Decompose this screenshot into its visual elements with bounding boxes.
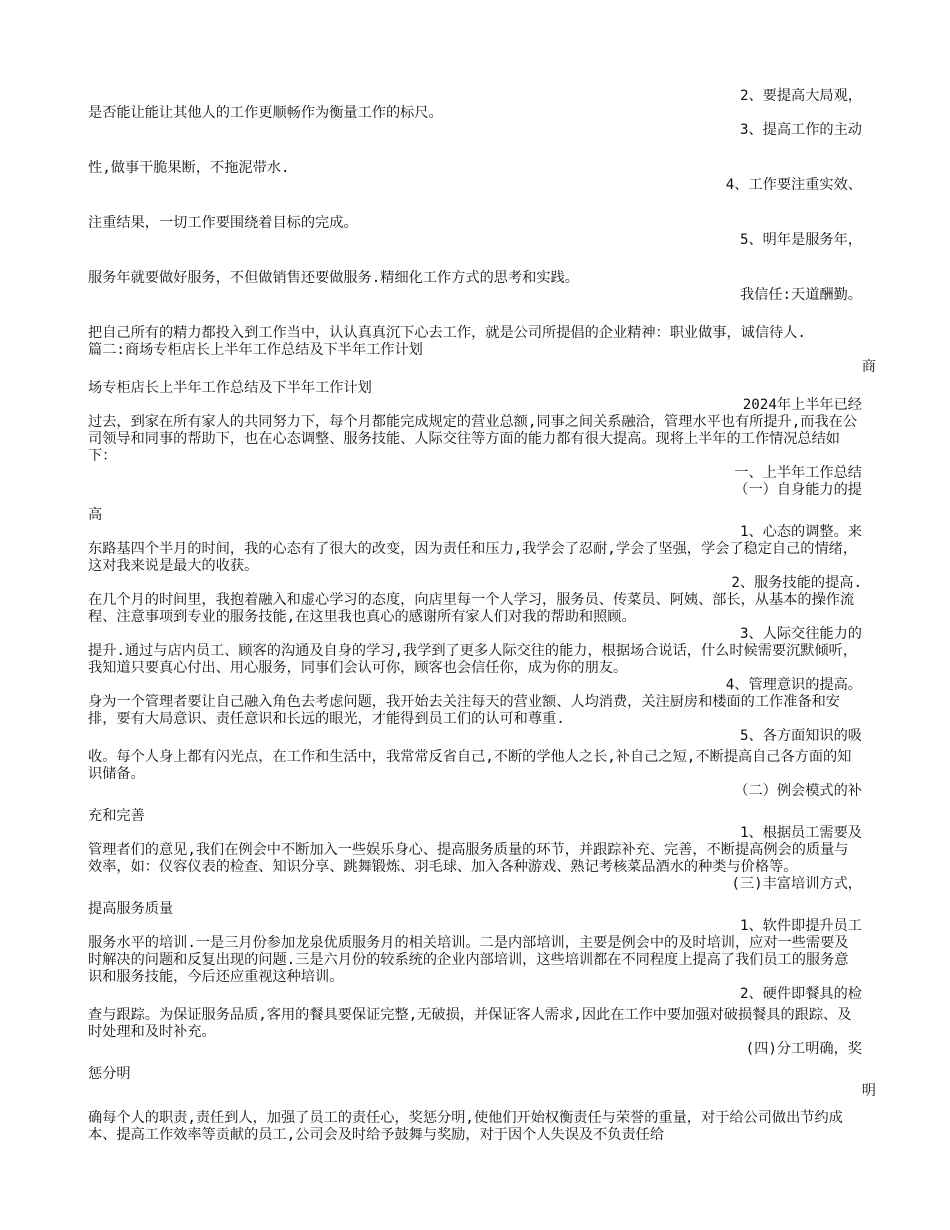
text-paragraph: 收。每个人身上都有闪光点，在工作和生活中，我常常反省自己,不断的学他人之长,补自己之短,不断提高自己各方面的知识储备。 — [88, 749, 852, 782]
section-title: 场专柜店长上半年工作总结及下半年工作计划 — [88, 380, 372, 396]
text-line: 4、管理意识的提高。 — [725, 677, 862, 693]
text-line: 5、明年是服务年， — [739, 232, 862, 248]
text-line: 是否能让能让其他人的工作更顺畅作为衡量工作的标尺。 — [88, 105, 443, 121]
text-paragraph: 确每个人的职责,责任到人，加强了员工的责任心，奖惩分明,使他们开始权衡责任与荣誉的重量，对于给公司做出节约成本、提高工作效率等贡献的员工,公司会及时给予鼓舞与奖励，对于因个人失误及不负责任给 — [88, 1110, 843, 1143]
text-paragraph: 查与跟踪。为保证服务品质,客用的餐具要保证完整,无破损，并保证客人需求,因此在工作中要加强对破损餐具的跟踪、及时处理和及时补充。 — [88, 1007, 852, 1040]
text-line: 1、根据员工需要及 — [739, 825, 862, 841]
text-line: （一）自身能力的提 — [734, 482, 862, 498]
section-heading: 篇二:商场专柜店长上半年工作总结及下半年工作计划 — [88, 342, 423, 358]
text-line: 5、各方面知识的吸 — [739, 728, 862, 744]
text-line: 提高服务质量 — [88, 901, 174, 917]
text-line: （二）例会模式的补 — [734, 783, 862, 799]
text-line: 注重结果，一切工作要围绕着目标的完成。 — [88, 215, 358, 231]
text-line: 服务年就要做好服务，不但做销售还要做服务.精细化工作方式的思考和实践。 — [88, 270, 579, 286]
text-line: 我信任:天道酬勤。 — [739, 287, 862, 303]
text-line: 2、硬件即餐具的检 — [739, 986, 862, 1002]
text-paragraph: 把自己所有的精力都投入到工作当中，认认真真沉下心去工作，就是公司所提倡的企业精神：职业做事，诚信待人. — [88, 325, 806, 341]
text-line: 充和完善 — [88, 808, 145, 824]
text-line: 惩分明 — [88, 1066, 131, 1082]
text-line: 一、上半年工作总结 — [734, 465, 862, 481]
text-line: 2024年上半年已经 — [742, 397, 862, 413]
text-line: 4、工作要注重实效、 — [725, 177, 862, 193]
text-line: 2、服务技能的提高. — [731, 575, 862, 591]
text-paragraph: 提升.通过与店内员工、顾客的沟通及自身的学习,我学到了更多人际交往的能力，根据场合说话，什么时候需要沉默倾听，我知道只要真心付出、用心服务，同事们会认可你，顾客也会信任你，成为你的朋友。 — [88, 643, 858, 676]
text-paragraph: 过去，到家在所有家人的共同努力下，每个月都能完成规定的营业总额,同事之间关系融洽，管理水平也有所提升,而我在公司领导和同事的帮助下，也在心态调整、服务技能、人际交往等方面的能力都有很大提高。现将上半年的工作情况总结如下： — [88, 414, 858, 464]
text-line: (四)分工明确，奖 — [745, 1041, 862, 1057]
text-line: 2、要提高大局观， — [739, 88, 862, 104]
text-line: 高 — [88, 507, 103, 523]
text-line: 1、软件即提升员工 — [739, 918, 862, 934]
text-line: 性,做事干脆果断，不拖泥带水. — [88, 160, 290, 176]
text-paragraph: 服务水平的培训.一是三月份参加龙泉优质服务月的相关培训。二是内部培训，主要是例会中的及时培训，应对一些需要及时解决的问题和反复出现的问题.三是六月份的较系统的企业内部培训，这些培训都在不同程度上提高了我们员工的服务意识和服务技能，今后还应重视这种培训。 — [88, 935, 849, 985]
text-paragraph: 在几个月的时间里，我抱着融入和虚心学习的态度，向店里每一个人学习，服务员、传菜员、阿姨、部长，从基本的操作流程、注意事项到专业的服务技能,在这里我也真心的感谢所有家人们对我的帮助和照顾。 — [88, 592, 855, 625]
text-line: 3、人际交往能力的 — [739, 626, 862, 642]
text-line: (三)丰富培训方式， — [731, 876, 862, 892]
text-paragraph: 东路基四个半月的时间，我的心态有了很大的改变，因为责任和压力,我学会了忍耐,学会了坚强，学会了稳定自己的情绪，这对我来说是最大的收获。 — [88, 541, 858, 574]
text-paragraph: 管理者们的意见,我们在例会中不断加入一些娱乐身心、提高服务质量的环节，并跟踪补充、完善，不断提高例会的质量与效率，如：仪容仪表的检查、知识分享、跳舞锻炼、羽毛球、加入各种游戏、熟记考核菜品酒水的种类与价格等。 — [88, 842, 849, 875]
text-line: 3、提高工作的主动 — [739, 122, 862, 138]
text-line: 商 — [861, 359, 876, 375]
text-paragraph: 身为一个管理者要让自己融入角色去考虑问题，我开始去关注每天的营业额、人均消费，关注厨房和楼面的工作准备和安排，要有大局意识、责任意识和长远的眼光，才能得到员工们的认可和尊重. — [88, 694, 840, 727]
document-body — [88, 88, 876, 1144]
text-line: 1、心态的调整。来 — [739, 524, 862, 540]
text-line: 明 — [861, 1083, 876, 1099]
